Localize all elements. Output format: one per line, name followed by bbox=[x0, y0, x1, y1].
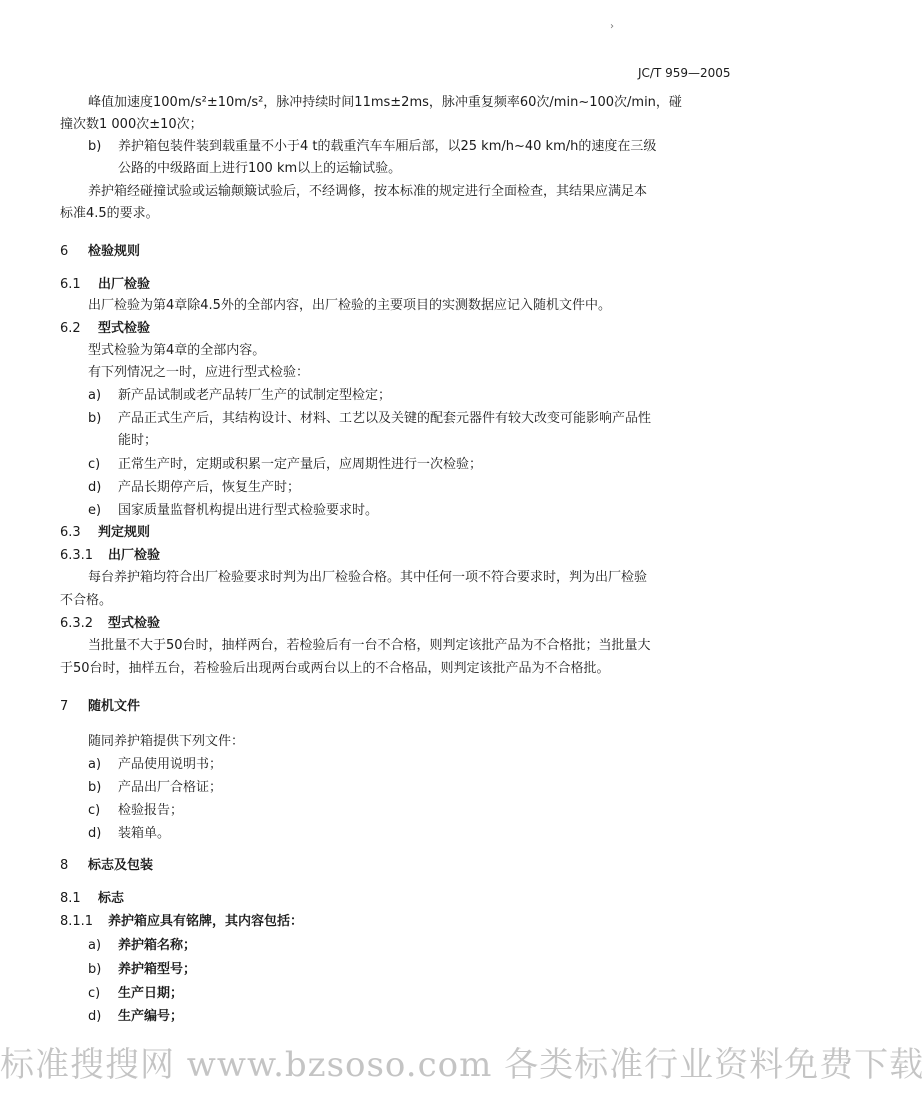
item-b-line-2: 公路的中级路面上进行100 km以上的运输试验。 bbox=[118, 161, 402, 176]
section-6-3-1-line-1: 每台养护箱均符合出厂检验要求时判为出厂检验合格。其中任何一项不符合要求时，判为出厂检验 bbox=[88, 570, 648, 585]
list-item-label: e) bbox=[88, 503, 102, 518]
list-item: 正常生产时，定期或积累一定产量后，应周期性进行一次检验； bbox=[118, 457, 483, 472]
item-b-line-1: 养护箱包装件装到载重量不小于4 t的载重汽车车厢后部，以25 km/h~40 km/h的速度在三级 bbox=[118, 139, 657, 154]
list-item-label: a) bbox=[88, 388, 102, 403]
list-item: 养护箱型号； bbox=[118, 962, 197, 977]
section-6-3-1-number: 6.3.1 bbox=[60, 548, 94, 563]
section-7-intro: 随同养护箱提供下列文件： bbox=[88, 734, 245, 749]
section-7-number: 7 bbox=[60, 699, 69, 714]
section-6-3-2-number: 6.3.2 bbox=[60, 616, 94, 631]
intro-line-1: 峰值加速度100m/s²±10m/s²，脉冲持续时间11ms±2ms，脉冲重复频率60次/min~100次/min，碰 bbox=[88, 95, 682, 110]
list-item: 生产编号； bbox=[118, 1009, 184, 1024]
section-6-1-text: 出厂检验为第4章除4.5外的全部内容，出厂检验的主要项目的实测数据应记入随机文件中。 bbox=[88, 298, 611, 313]
section-6-1-number: 6.1 bbox=[60, 277, 81, 292]
section-8-1-title: 标志 bbox=[98, 891, 125, 906]
list-item-label: c) bbox=[88, 803, 101, 818]
section-7-title: 随机文件 bbox=[88, 699, 141, 714]
section-6-2-title: 型式检验 bbox=[98, 321, 151, 336]
list-item: 新产品试制或老产品转厂生产的试制定型检定； bbox=[118, 388, 392, 403]
list-item-continuation: 能时； bbox=[118, 433, 158, 448]
list-item: 生产日期； bbox=[118, 986, 184, 1001]
list-item: 养护箱名称； bbox=[118, 938, 197, 953]
section-6-2-text-1: 型式检验为第4章的全部内容。 bbox=[88, 343, 266, 358]
list-item-label: c) bbox=[88, 986, 101, 1001]
section-6-3-title: 判定规则 bbox=[98, 525, 151, 540]
list-item-label: d) bbox=[88, 826, 102, 841]
list-item: 产品长期停产后，恢复生产时； bbox=[118, 480, 301, 495]
section-8-1-number: 8.1 bbox=[60, 891, 81, 906]
section-6-1-title: 出厂检验 bbox=[98, 277, 151, 292]
list-item-label: a) bbox=[88, 938, 102, 953]
section-8-1-1-number: 8.1.1 bbox=[60, 914, 94, 929]
section-6-3-2-line-2: 于50台时，抽样五台，若检验后出现两台或两台以上的不合格品，则判定该批产品为不合格批。 bbox=[60, 661, 610, 676]
list-item: 产品出厂合格证； bbox=[118, 780, 223, 795]
list-item: 检验报告； bbox=[118, 803, 184, 818]
section-8-title: 标志及包装 bbox=[88, 858, 154, 873]
list-item: 产品正式生产后，其结构设计、材料、工艺以及关键的配套元器件有较大改变可能影响产品性 bbox=[118, 411, 652, 426]
list-item-label: a) bbox=[88, 757, 102, 772]
conclusion-line-2: 标准4.5的要求。 bbox=[60, 206, 159, 221]
section-6-2-number: 6.2 bbox=[60, 321, 81, 336]
list-item-label: c) bbox=[88, 457, 101, 472]
section-6-3-2-title: 型式检验 bbox=[108, 616, 161, 631]
section-8-1-1-title: 养护箱应具有铭牌，其内容包括： bbox=[108, 914, 304, 929]
list-item-label: b) bbox=[88, 962, 102, 977]
corner-mark: › bbox=[610, 21, 614, 32]
list-item-label: b) bbox=[88, 411, 102, 426]
list-item: 产品使用说明书； bbox=[118, 757, 223, 772]
section-6-title: 检验规则 bbox=[88, 244, 141, 259]
standard-code: JC/T 959—2005 bbox=[638, 66, 731, 80]
section-6-number: 6 bbox=[60, 244, 69, 259]
section-6-3-1-title: 出厂检验 bbox=[108, 548, 161, 563]
section-6-3-number: 6.3 bbox=[60, 525, 81, 540]
section-6-3-1-line-2: 不合格。 bbox=[60, 593, 113, 608]
list-item-label: b) bbox=[88, 780, 102, 795]
conclusion-line-1: 养护箱经碰撞试验或运输颠簸试验后，不经调修，按本标准的规定进行全面检查，其结果应满足本 bbox=[88, 184, 648, 199]
watermark: 标准搜搜网 www.bzsoso.com 各类标准行业资料免费下载 bbox=[0, 1045, 924, 1085]
list-item: 装箱单。 bbox=[118, 826, 171, 841]
section-8-number: 8 bbox=[60, 858, 69, 873]
list-item-label: d) bbox=[88, 1009, 102, 1024]
list-item: 国家质量监督机构提出进行型式检验要求时。 bbox=[118, 503, 379, 518]
intro-line-2: 撞次数1 000次±10次； bbox=[60, 117, 203, 132]
item-b-label: b) bbox=[88, 139, 102, 154]
section-6-2-text-2: 有下列情况之一时，应进行型式检验： bbox=[88, 365, 310, 380]
section-6-3-2-line-1: 当批量不大于50台时，抽样两台，若检验后有一台不合格，则判定该批产品为不合格批；当批量大 bbox=[88, 638, 651, 653]
list-item-label: d) bbox=[88, 480, 102, 495]
